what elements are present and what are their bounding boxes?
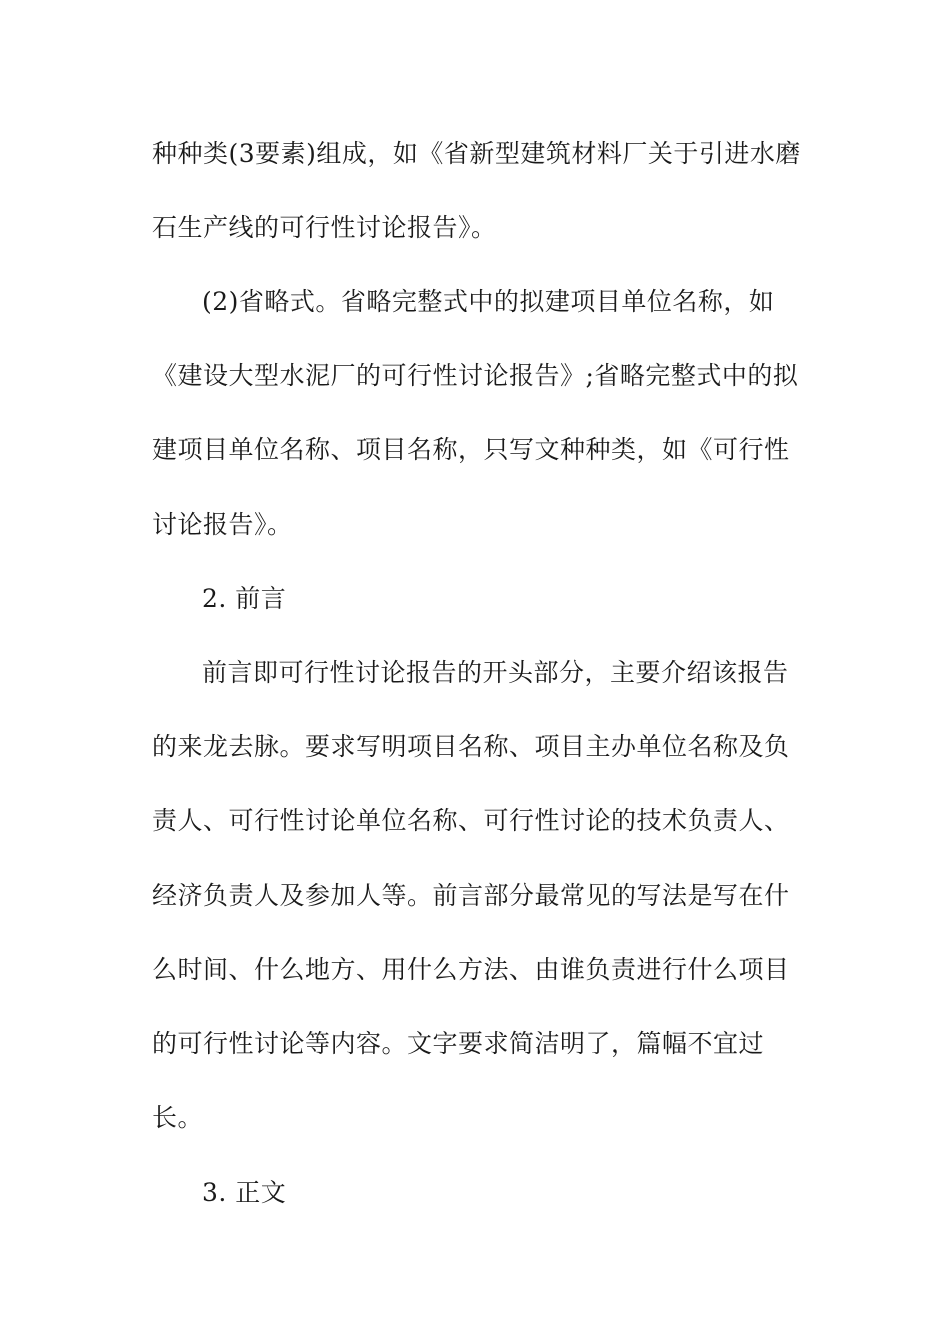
paragraph-line: 的可行性讨论等内容。文字要求简洁明了，篇幅不宜过 bbox=[152, 1029, 765, 1058]
paragraph-line: 前言即可行性讨论报告的开头部分，主要介绍该报告 bbox=[202, 658, 789, 687]
paragraph-line: 长。 bbox=[152, 1103, 204, 1132]
paragraph-line: 的来龙去脉。要求写明项目名称、项目主办单位名称及负 bbox=[152, 732, 790, 761]
paragraph-line: 责人、可行性讨论单位名称、可行性讨论的技术负责人、 bbox=[152, 806, 790, 835]
paragraph-line: 种种类(3要素)组成，如《省新型建筑材料厂关于引进水磨 bbox=[152, 139, 801, 168]
paragraph-line: 讨论报告》。 bbox=[152, 510, 293, 539]
paragraph-line: (2)省略式。省略完整式中的拟建项目单位名称，如 bbox=[202, 287, 775, 316]
section-heading: 2. 前言 bbox=[202, 584, 287, 613]
paragraph-line: 建项目单位名称、项目名称，只写文种种类，如《可行性 bbox=[152, 435, 790, 464]
section-heading: 3. 正文 bbox=[202, 1178, 287, 1207]
paragraph-line: 经济负责人及参加人等。前言部分最常见的写法是写在什 bbox=[152, 881, 790, 910]
paragraph-line: 么时间、什么地方、用什么方法、由谁负责进行什么项目 bbox=[152, 955, 790, 984]
paragraph-line: 石生产线的可行性讨论报告》。 bbox=[152, 213, 497, 242]
paragraph-line: 《建设大型水泥厂的可行性讨论报告》;省略完整式中的拟 bbox=[152, 361, 799, 390]
